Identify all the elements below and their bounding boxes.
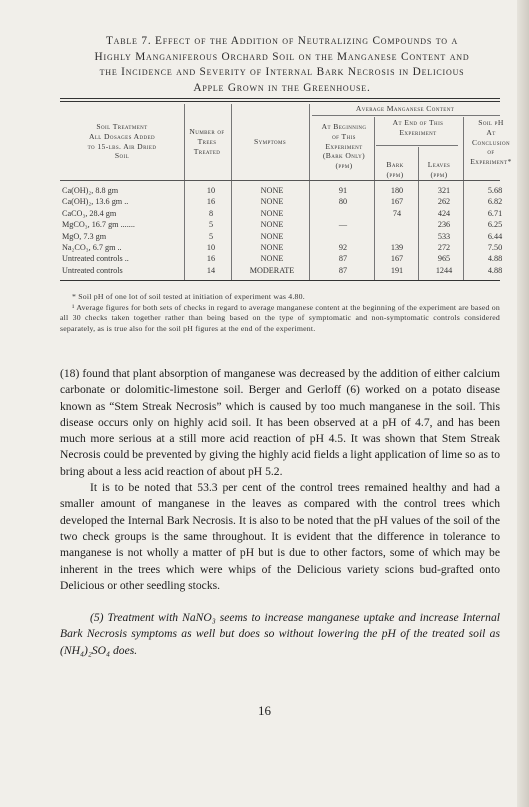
header-end-rule	[376, 145, 458, 146]
cell-treatment: MgCO₃, 16.7 gm .......	[62, 220, 135, 230]
cell-trees: 14	[206, 265, 216, 275]
header-average-manganese: Average Manganese Content	[355, 104, 455, 113]
header-number-of-trees: Number of Trees Treated	[189, 127, 225, 156]
cell-bark: 180	[390, 186, 404, 195]
table-row	[60, 265, 503, 278]
cell-symptoms: MODERATE	[249, 265, 295, 275]
cell-leaves: 262	[437, 197, 451, 207]
cell-beginning: 91	[338, 186, 348, 195]
cell-trees: 5	[208, 231, 214, 241]
cell-ph: 5.68	[487, 186, 503, 195]
paragraph: (18) found that plant absorption of manganese was decreased by the addition of either calcium carbonate or dolomitic-limestone soil. Berger and Gerloff (6) worked on a potato disease known as “Stem Streak Necrosis” which is caused by too much manganese in the soil. This disease occurs only on highly acid soil. It has been observed at a pH of 4.7, and has been much more serious at a still more acid reaction of pH 4.5. It was shown that Stem Streak Necrosis could be prevented by giving the highly acid fields a light application of lime so as to bring about a less acid reaction of about pH 5.2.	[60, 367, 500, 478]
header-leaves: Leaves (ppm)	[427, 160, 451, 179]
header-bark: Bark (ppm)	[386, 160, 404, 179]
caption-line: Apple Grown in the Greenhouse.	[193, 81, 371, 94]
cell-trees: 5	[208, 220, 214, 230]
header-soil-treatment: Soil Treatment All Dosages Added to 15-lbs. Air Dried Soil	[87, 122, 157, 161]
footnote: ¹ Average figures for both sets of checks in regard to average manganese content at the beginning of the experiment are based on all 30 checks taken together rather than being based on the type of symptomatic and non-symptomatic controls considered separately, as is true also for the soil pH figures at the end of the experiment.	[60, 302, 500, 333]
cell-beginning: 87	[338, 254, 348, 264]
table-row	[60, 254, 503, 266]
cell-leaves: 236	[437, 220, 451, 230]
cell-symptoms: NONE	[260, 254, 284, 264]
cell-ph: 6.25	[487, 220, 503, 230]
cell-treatment: Na₂CO₃, 6.7 gm ..	[62, 243, 122, 252]
table-footnotes	[60, 292, 500, 334]
cell-leaves: 533	[437, 231, 451, 241]
cell-beginning: —	[338, 220, 348, 230]
header-at-beginning: At Beginning of This Experiment (Bark Only) (ppm)	[321, 122, 367, 171]
paragraph-italic: (5) Treatment with NaNO₃ seems to increase manganese uptake and increase Internal Bark Necrosis symptoms as well but does so without lowering the pH of the treated soil as (NH₄)₂SO₄ does.	[60, 611, 500, 657]
cell-ph: 7.50	[487, 243, 503, 252]
table-row	[60, 220, 503, 232]
paragraph: It is to be noted that 53.3 per cent of the control trees remained healthy and had a smaller amount of manganese in the leaves as compared with the control trees which developed the Internal Bark Necrosis. It is also to be noted that the pH values of the soil of the two check groups is the same throughout. It is evident that the difference in tolerance to manganese is not wholly a matter of pH but is due to other factors, some of which may be inherent in the trees which were whips of the Delicious variety scions bud-grafted onto Delicious or other seedling stocks.	[60, 481, 500, 592]
caption-line: Table 7. Effect of the Addition of Neutralizing Compounds to a	[105, 35, 459, 47]
cell-beginning: 80	[338, 197, 348, 207]
cell-treatment: Untreated controls ..	[62, 254, 129, 264]
cell-leaves: 1244	[435, 265, 453, 275]
header-soil-ph: Soil pH At Conclusion of Experiment*	[470, 118, 512, 167]
table-row	[60, 208, 503, 221]
cell-leaves: 965	[437, 254, 451, 264]
body-text	[60, 366, 500, 659]
cell-beginning: 92	[338, 243, 348, 252]
table-row	[60, 231, 503, 244]
table-row	[60, 243, 503, 255]
table-bottom-rule	[60, 280, 500, 281]
cell-bark: 191	[390, 265, 404, 275]
cell-trees: 10	[206, 243, 216, 252]
cell-symptoms: NONE	[260, 197, 284, 207]
cell-treatment: Ca(OH)₂, 13.6 gm ..	[62, 197, 129, 207]
cell-bark: 139	[390, 243, 404, 252]
cell-symptoms: NONE	[260, 186, 284, 195]
cell-trees: 16	[206, 197, 216, 207]
header-bottom-rule	[60, 180, 500, 181]
table-caption	[62, 34, 502, 96]
cell-treatment: MgO, 7.3 gm	[62, 231, 107, 241]
cell-bark: 167	[390, 197, 404, 207]
header-symptoms: Symptoms	[253, 137, 287, 146]
cell-bark: 74	[392, 208, 402, 218]
table-top-rule	[60, 98, 500, 99]
cell-ph: 6.44	[487, 231, 503, 241]
cell-symptoms: NONE	[260, 208, 284, 218]
caption-line: the Incidence and Severity of Internal Bark Necrosis in Delicious	[99, 66, 465, 79]
cell-trees: 10	[206, 186, 216, 195]
page-number: 16	[258, 703, 271, 718]
cell-symptoms: NONE	[260, 243, 284, 252]
cell-ph: 4.88	[487, 265, 503, 275]
cell-treatment: CaCO₃, 28.4 gm	[62, 208, 117, 218]
table-row	[60, 197, 503, 209]
cell-trees: 16	[206, 254, 216, 264]
cell-beginning: 87	[338, 265, 348, 275]
table-row	[60, 186, 503, 198]
cell-ph: 4.88	[487, 254, 503, 264]
cell-ph: 6.71	[487, 208, 503, 218]
cell-treatment: Ca(OH)₂, 8.8 gm	[62, 186, 119, 195]
cell-trees: 8	[208, 208, 214, 218]
cell-symptoms: NONE	[260, 231, 284, 241]
cell-symptoms: NONE	[260, 220, 284, 230]
cell-leaves: 424	[437, 208, 451, 218]
cell-ph: 6.82	[487, 197, 503, 207]
cell-leaves: 272	[437, 243, 451, 252]
header-group-rule	[312, 115, 500, 116]
footnote: * Soil pH of one lot of soil tested at initiation of experiment was 4.80.	[72, 292, 305, 301]
caption-line: Highly Manganiferous Orchard Soil on the Manganese Content and	[94, 50, 470, 63]
cell-treatment: Untreated controls	[62, 265, 123, 275]
cell-leaves: 321	[437, 186, 451, 195]
table-top-rule-2	[60, 101, 500, 102]
header-at-end: At End of This Experiment	[392, 118, 444, 137]
cell-bark: 167	[390, 254, 404, 264]
